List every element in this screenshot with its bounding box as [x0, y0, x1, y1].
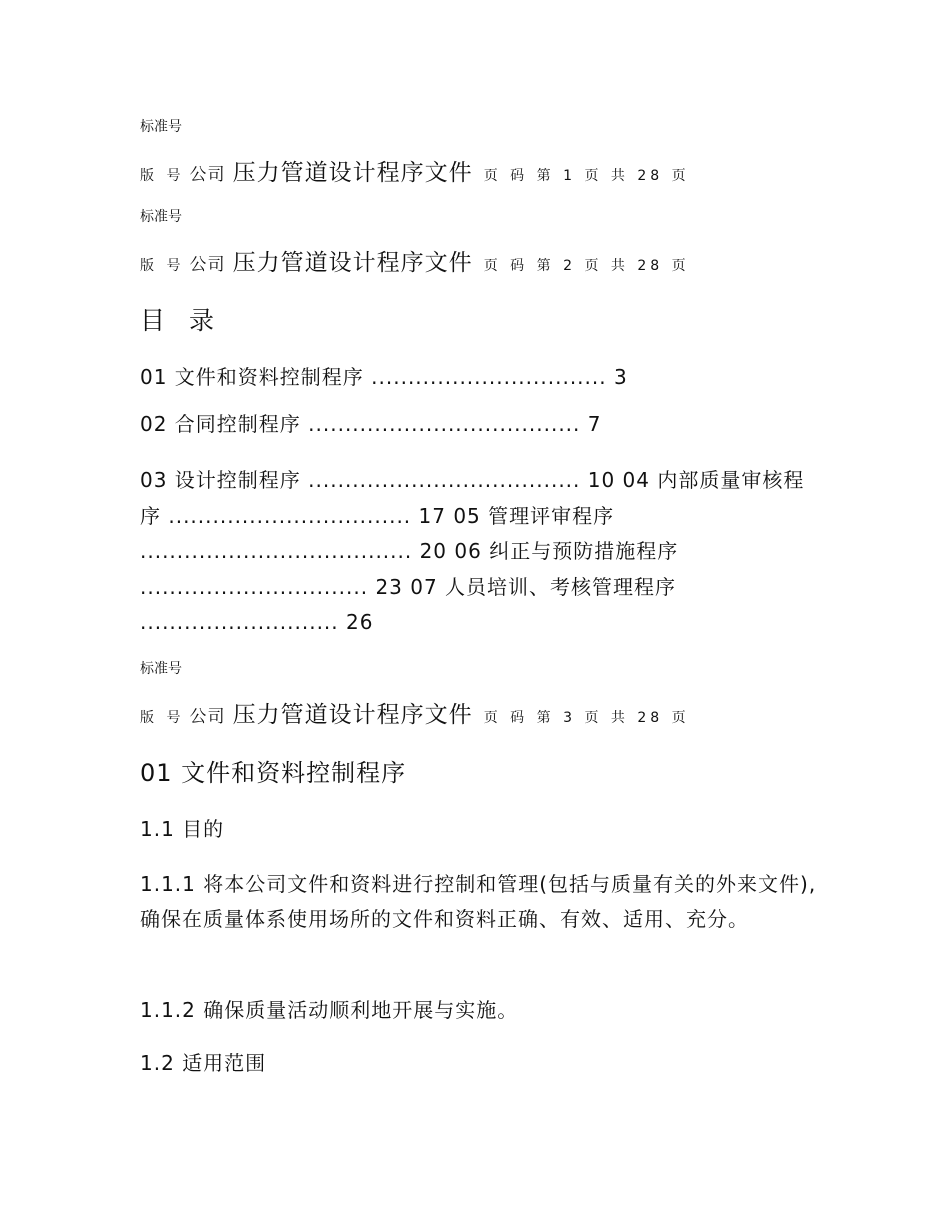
page-header — [140, 158, 690, 191]
page-header — [140, 248, 690, 281]
page-number-label: 页 码 第 2 页 共 28 页 — [483, 258, 690, 274]
company-label: 公司 — [189, 255, 226, 275]
subsection-heading: 1.1 目的 — [140, 817, 225, 841]
paragraph: 1.1.1 将本公司文件和资料进行控制和管理(包括与质量有关的外来文件),确保在质量体系使用场所的文件和资料正确、有效、适用、充分。 — [140, 872, 817, 931]
standard-number-label: 标准号 — [140, 119, 182, 135]
page-header — [140, 700, 690, 733]
subsection-heading: 1.2 适用范围 — [140, 1051, 267, 1075]
toc-entries-block: 03 设计控制程序 ..................................... 10 04 内部质量审核程序 ................................. 17 05 管理评审程序 ..................................... 20 06 纠正与预防措施程序 ............................... 23 07 人员培训、考核管理程序 ........................... 26 — [140, 468, 805, 634]
toc-entry: 02 合同控制程序 ..................................... 7 — [140, 412, 602, 436]
page-number-label: 页 码 第 3 页 共 28 页 — [483, 710, 690, 726]
company-label: 公司 — [189, 165, 226, 185]
document-title: 压力管道设计程序文件 — [232, 160, 473, 186]
version-label: 版 号 — [140, 258, 185, 274]
standard-number-label: 标准号 — [140, 661, 182, 677]
toc-entry: 01 文件和资料控制程序 ................................ 3 — [140, 365, 628, 389]
document-title: 压力管道设计程序文件 — [232, 702, 473, 728]
version-label: 版 号 — [140, 710, 185, 726]
paragraph: 1.1.2 确保质量活动顺利地开展与实施。 — [140, 998, 519, 1022]
section-title: 01 文件和资料控制程序 — [140, 759, 407, 787]
toc-title: 目 录 — [140, 306, 222, 335]
standard-number-label: 标准号 — [140, 209, 182, 225]
page-number-label: 页 码 第 1 页 共 28 页 — [483, 168, 690, 184]
version-label: 版 号 — [140, 168, 185, 184]
company-label: 公司 — [189, 707, 226, 727]
document-title: 压力管道设计程序文件 — [232, 250, 473, 276]
